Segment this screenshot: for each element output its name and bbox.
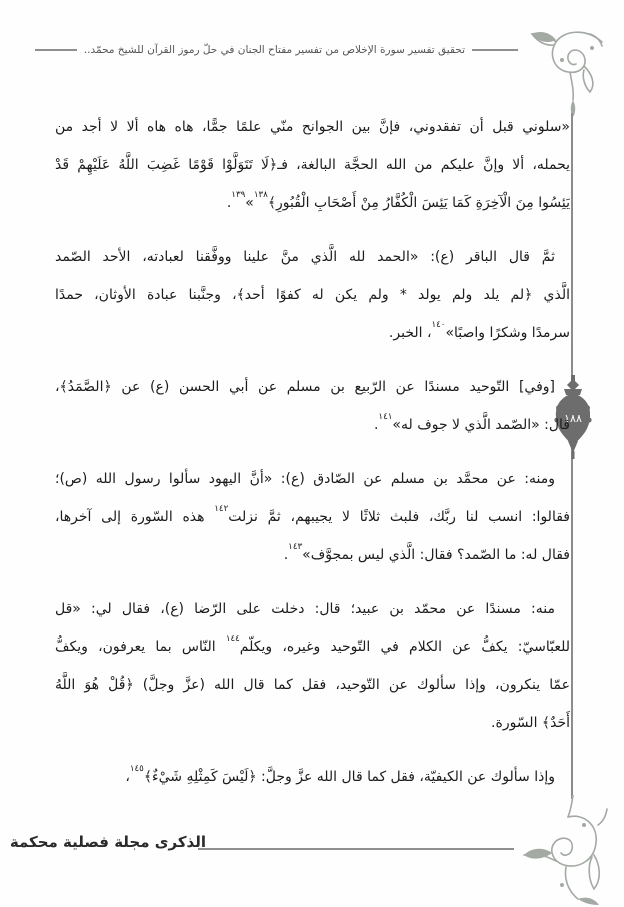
text-line: الَّذي ﴿لم يلد ولم يولد * ولم يكن له كفوًا أحد﴾، وجنَّبنا عبادة الأوثان، حمدًا [55, 287, 570, 303]
text-line: سرمدًا وشكرًا واصبًا»$^{١٤٠}$، الخبر. [388, 320, 570, 341]
paragraph [55, 758, 570, 796]
text-line: عمّا ينكرون، وإذا سألوك عن التّوحيد، فقل كما قال الله (عزَّ وجلَّ) ﴿قُلْ هُوَ اللَّهُ [55, 677, 570, 693]
text-line: «سلوني قبل أن تفقدوني، فإنَّ بين الجوانح منّي علمًا جمًّا، هاه هاه ألا لا أجد من [55, 119, 570, 135]
text-line: للعبّاسيّ: يكفُّ عن الكلام في التّوحيد وغيره، ويكلّم$^{١٤٤}$ النّاس بما يعرفون، ويكفُّ [55, 634, 570, 655]
text-line: منه: مسندًا عن محمّد بن عبيد؛ قال: دخلت على الرّضا (ع)، فقال لي: «قل [55, 601, 555, 617]
text-line: فقال له: ما الصّمد؟ فقال: الَّذي ليس بمجوَّف»$^{١٤٣}$. [283, 542, 570, 563]
text-line: ومنه: عن محمَّد بن مسلم عن الصّادق (ع): «أنَّ اليهود سألوا رسول الله (ص)؛ [55, 471, 555, 487]
header-rule-right [472, 49, 518, 51]
text-line: وإذا سألوك عن الكيفيّة، فقل كما قال الله عزَّ وجلَّ: ﴿لَيْسَ كَمِثْلِهِ شَيْءٌ﴾$^{١٤٥}$، [125, 764, 555, 785]
paragraph [55, 460, 570, 574]
paragraph [55, 368, 570, 444]
text-line: ثمَّ قال الباقر (ع): «الحمد لله الَّذي منَّ علينا ووفَّقنا لعبادته، الأحد الصّمد [55, 249, 555, 265]
text-body [55, 108, 570, 812]
paragraph [55, 108, 570, 222]
text-line: [وفي] التّوحيد مسندًا عن الرّبيع بن مسلم عن أبي الحسن (ع) عن ﴿الصَّمَدُ﴾، [55, 379, 555, 395]
running-head [35, 44, 518, 56]
journal-footer-title: الذكرى مجلة فصلية محكمة [9, 833, 206, 851]
page-number: ١٨٨ [564, 412, 582, 425]
footer-rule [198, 848, 514, 850]
header-rule-left [35, 49, 77, 51]
running-head-title: تحقيق تفسير سورة الإخلاص من تفسير مفتاح الجنان في حلّ رموز القرآن للشيخ محمّد.. [83, 44, 465, 56]
paragraph [55, 590, 570, 742]
text-line: أَحَدٌ﴾ السّورة. [491, 715, 570, 731]
text-line: قال: «الصّمد الَّذي لا جوف له»$^{١٤١}$. [373, 412, 570, 433]
text-line: يَئِسُوا مِنَ الْآخِرَةِ كَمَا يَئِسَ الْكُفَّارُ مِنْ أَصْحَابِ الْقُبُورِ﴾$^{١٣٨}$»$^{١٣٩}$. [226, 190, 570, 211]
arabesque-corner-top-icon [526, 26, 604, 118]
text-line: يحمله، ألا وإنَّ عليكم من الله الحجَّة البالغة، فـ﴿لَا تَتَوَلَّوْا قَوْمًا غَضِبَ اللَّهُ عَلَيْهِمْ قَدْ [55, 157, 570, 173]
text-line: فقالوا: انسب لنا ربَّك، فلبث ثلاثًا لا يجيبهم، ثمَّ نزلت$^{١٤٢}$ هذه السّورة إلى آخرها، [55, 504, 570, 525]
paragraph [55, 238, 570, 352]
